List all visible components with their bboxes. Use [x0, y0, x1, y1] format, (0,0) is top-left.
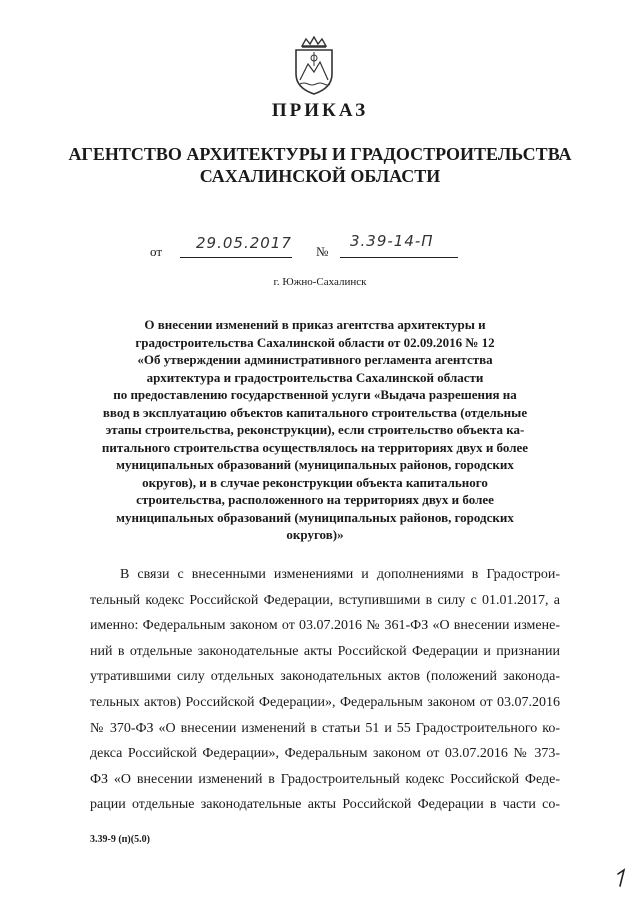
subject-line: ввод в эксплуатацию объектов капитального строительства (отдельные	[102, 404, 528, 420]
subject-line: по предоставлению государственной услуги «Выдача разрешения на	[113, 387, 517, 402]
subject-line: муниципальных образований (муниципальных районов, городских	[116, 457, 514, 472]
subject-line: питального строительства осуществлялось на территориях двух и более	[101, 439, 529, 455]
body-line: утратившими силу отдельных законодательных актов (положений законода-	[90, 669, 560, 685]
body-line: В связи с внесенными изменениями и дополнениями в Градострои-	[120, 567, 560, 582]
subject-line: округов), и в случае реконструкции объекта капитального	[142, 474, 488, 490]
coat-of-arms-icon	[290, 36, 338, 96]
subject-line: «Об утверждении административного регламента агентства	[137, 352, 493, 367]
agency-name	[0, 143, 640, 187]
city-name: г. Южно-Сахалинск	[273, 276, 367, 288]
form-code: 3.39-9 (п)(5.0)	[90, 834, 150, 845]
agency-name-line-2: САХАЛИНСКОЙ ОБЛАСТИ	[199, 166, 441, 186]
order-subject	[90, 316, 540, 544]
body-line: ний в отдельные законодательные акты Российской Федерации и признании	[90, 643, 560, 659]
body-line: тельный кодекс Российской Федерации, вступившими в силу с 01.01.2017, а	[90, 592, 560, 608]
body-line: ФЗ «О внесении изменений в Градостроительный кодекс Российской Феде-	[90, 771, 560, 787]
date-label: от	[150, 244, 163, 259]
date-underline	[180, 257, 292, 258]
subject-line: архитектура и градостроительства Сахалинской области	[146, 369, 484, 385]
body-paragraph	[90, 562, 560, 818]
body-line: декса Российской Федерации», Федеральным законом от 03.07.2016 № 373-	[90, 746, 560, 762]
subject-line: муниципальных образований (муниципальных районов, городских	[116, 509, 514, 525]
subject-line: округов)»	[286, 527, 344, 542]
document-type-title: ПРИКАЗ	[271, 100, 369, 121]
date-value: 29.05.2017	[196, 234, 292, 252]
body-line: тельных актов) Российской Федерации», Федеральным законом от 03.07.2016	[90, 694, 560, 710]
number-underline	[340, 257, 458, 258]
body-line: рации отдельные законодательные акты Российской Федерации в части со-	[90, 797, 560, 813]
subject-line: строительства, расположенного на территориях двух и более	[136, 492, 494, 507]
number-value: 3.39-14-П	[350, 232, 434, 250]
subject-line: градостроительства Сахалинской области от 02.09.2016 № 12	[135, 334, 495, 350]
agency-name-line-1: АГЕНТСТВО АРХИТЕКТУРЫ И ГРАДОСТРОИТЕЛЬСТВА	[68, 144, 572, 164]
subject-line: этапы строительства, реконструкции), если строительство объекта ка-	[105, 422, 525, 437]
body-line: именно: Федеральным законом от 03.07.2016 № 361-ФЗ «О внесении измене-	[90, 618, 560, 634]
number-label: №	[316, 244, 329, 259]
subject-line: О внесении изменений в приказ агентства архитектуры и	[144, 317, 486, 332]
handwritten-page-number	[614, 868, 628, 888]
body-line: № 370-ФЗ «О внесении изменений в статьи 51 и 55 Градостроительного ко-	[90, 720, 560, 736]
